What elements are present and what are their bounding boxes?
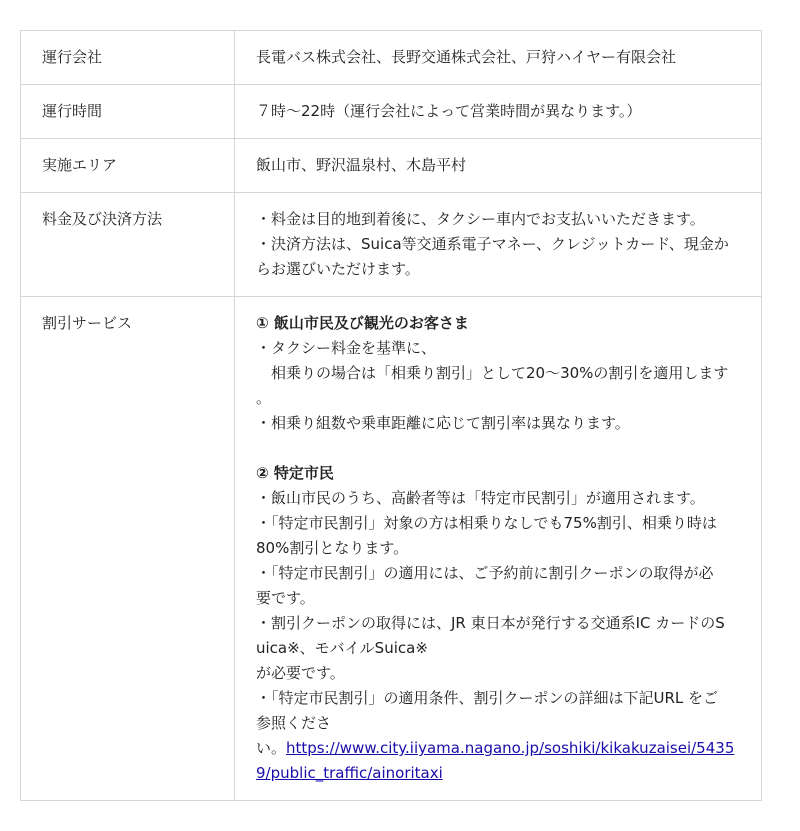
table-row — [21, 85, 762, 139]
table-row — [21, 297, 762, 801]
fare-line: ・決済方法は、Suica等交通系電子マネー、クレジットカード、現金か — [256, 235, 729, 253]
fare-line: ・料金は目的地到着後に、タクシー車内でお支払いいただきます。 — [256, 210, 705, 228]
table-row — [21, 139, 762, 193]
row-value-area: 飯山市、野沢温泉村、木島平村 — [235, 139, 762, 193]
iiyama-discount-link-cont[interactable]: 9/public_traffic/ainoritaxi — [256, 764, 443, 782]
row-label-area: 実施エリア — [21, 139, 235, 193]
row-value-discount — [235, 297, 762, 801]
discount-line: 参照くださ — [256, 714, 332, 732]
info-table — [20, 30, 762, 801]
discount-line: uica※、モバイルSuica※ — [256, 639, 428, 657]
discount-line: ・「特定市民割引」の適用条件、割引クーポンの詳細は下記URL をご — [256, 689, 719, 707]
row-label-fare: 料金及び決済方法 — [21, 193, 235, 297]
row-label-hours: 運行時間 — [21, 85, 235, 139]
discount-heading-general: ① 飯山市民及び観光のお客さま — [256, 314, 469, 332]
row-label-operator: 運行会社 — [21, 31, 235, 85]
discount-line: ・相乗り組数や乗車距離に応じて割引率は異なります。 — [256, 414, 630, 432]
table-row — [21, 31, 762, 85]
discount-line: ・「特定市民割引」の適用には、ご予約前に割引クーポンの取得が必 — [256, 564, 714, 582]
discount-line: 要です。 — [256, 589, 315, 607]
discount-line: が必要です。 — [256, 664, 345, 682]
discount-line: 相乗りの場合は「相乗り割引」として20～30%の割引を適用します — [256, 364, 729, 382]
fare-line: らお選びいただけます。 — [256, 260, 420, 278]
table-row — [21, 193, 762, 297]
discount-heading-specific: ② 特定市民 — [256, 464, 334, 482]
url-line — [256, 761, 749, 786]
row-value-operator: 長電バス株式会社、長野交通株式会社、戸狩ハイヤー有限会社 — [235, 31, 762, 85]
url-prefix: い。 — [256, 739, 287, 757]
discount-line: ・「特定市民割引」対象の方は相乗りなしでも75%割引、相乗り時は — [256, 514, 717, 532]
iiyama-discount-link[interactable]: https://www.city.iiyama.nagano.jp/soshiki/kikakuzaisei/5435 — [286, 739, 735, 757]
discount-line: ・タクシー料金を基準に、 — [256, 339, 437, 357]
row-value-fare — [235, 193, 762, 297]
section-spacer — [256, 436, 749, 461]
url-line — [256, 736, 749, 761]
discount-line: ・割引クーポンの取得には、JR 東日本が発行する交通系IC カードのS — [256, 614, 725, 632]
discount-line: 。 — [256, 389, 272, 407]
row-value-hours: ７時～22時（運行会社によって営業時間が異なります。） — [235, 85, 762, 139]
discount-line: ・飯山市民のうち、高齢者等は「特定市民割引」が適用されます。 — [256, 489, 705, 507]
discount-line: 80%割引となります。 — [256, 539, 409, 557]
row-label-discount: 割引サービス — [21, 297, 235, 801]
